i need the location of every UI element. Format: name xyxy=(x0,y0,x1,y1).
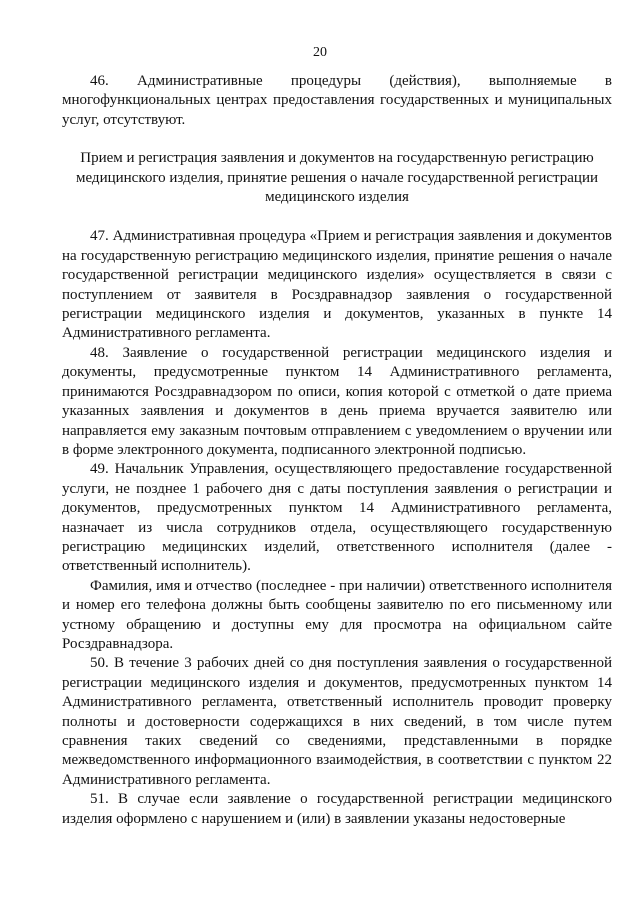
paragraph-47: 47. Административная процедура «Прием и регистрация заявления и документов на государственную регистрацию медицинского изделия, принятие решения о начале государственной регистрации медицинского изделия» осуществляется в связи с поступлением от заявителя в Росздравнадзор заявления о государственной регистрации медицинского изделия и документов, указанных в пункте 14 Административного регламента. xyxy=(62,228,612,342)
section-heading xyxy=(62,149,612,207)
page-number: 20 xyxy=(313,45,327,60)
section-heading-line-1: Прием и регистрация заявления и документов на государственную регистрацию xyxy=(80,150,594,167)
paragraph-48: 48. Заявление о государственной регистрации медицинского изделия и документы, предусмотренные пунктом 14 Административного регламента, принимаются Росздравнадзором по описи, копия которой с отметкой о дате приема указанных заявления и документов в день приема вручается заявителю или направляется ему заказным почтовым отправлением с уведомлением о вручении или в форме электронного документа, подписанного электронной подписью. xyxy=(62,344,612,458)
paragraph-49: 49. Начальник Управления, осуществляющего предоставление государственной услуги, не позднее 1 рабочего дня с даты поступления заявления о регистрации и документов, предусмотренных пунктом 14 Административного регламента, назначает из числа сотрудников отдела, осуществляющего государственную регистрацию медицинских изделий, ответственного исполнителя (далее - ответственный исполнитель). xyxy=(62,461,612,575)
paragraph-46: 46. Административные процедуры (действия), выполняемые в многофункциональных центрах предоставления государственных и муниципальных услуг, отсутствуют. xyxy=(62,73,612,128)
section-heading-line-2: медицинского изделия, принятие решения о начале государственной регистрации xyxy=(75,169,599,186)
paragraph-51: 51. В случае если заявление о государственной регистрации медицинского изделия оформлено с нарушением и (или) в заявлении указаны недостоверные xyxy=(62,791,612,827)
document-body xyxy=(62,72,612,829)
section-heading-line-3: медицинского изделия xyxy=(265,189,409,206)
paragraph-49-continued: Фамилия, имя и отчество (последнее - при наличии) ответственного исполнителя и номер его телефона должны быть сообщены заявителю по его письменному или устному обращению и доступны ему для просмотра на официальном сайте Росздравнадзора. xyxy=(62,577,612,652)
paragraph-50: 50. В течение 3 рабочих дней со дня поступления заявления о государственной регистрации медицинского изделия и документов, предусмотренных пунктом 14 Административного регламента, ответственный исполнитель проводит проверку полноты и достоверности содержащихся в них сведений, в том числе путем сравнения таких сведений со сведениями, представленными в порядке межведомственного информационного взаимодействия, в соответствии с пунктом 22 Административного регламента. xyxy=(62,655,612,788)
